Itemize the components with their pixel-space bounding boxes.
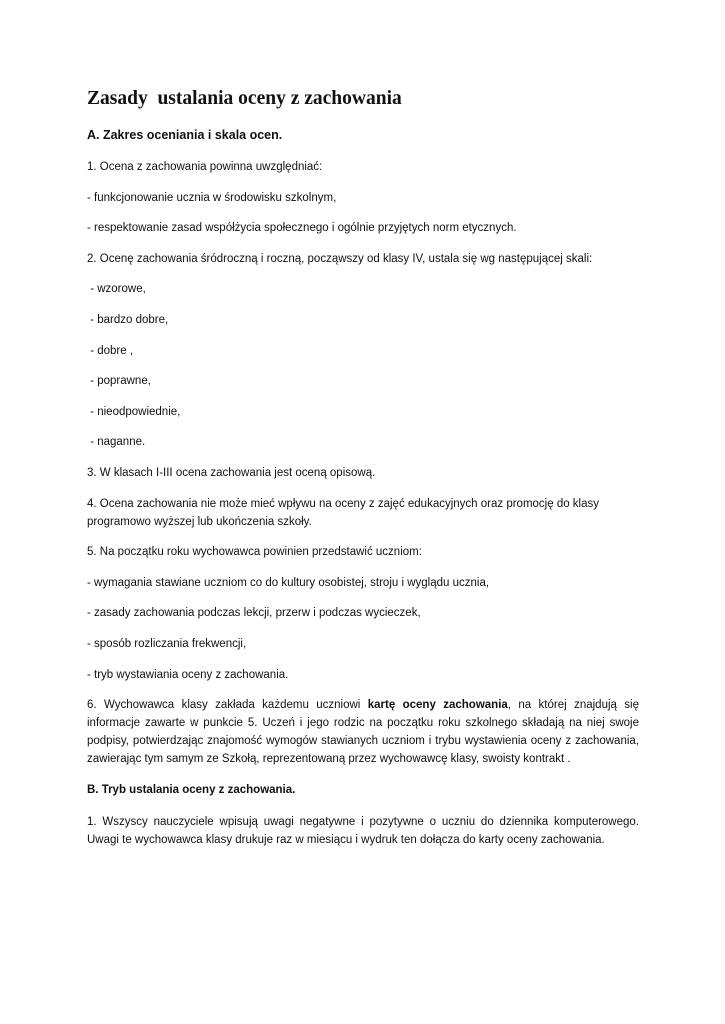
- paragraph-6: [87, 696, 639, 768]
- behavior-card-term: kartę oceny zachowania: [367, 699, 508, 712]
- section-b-paragraph-1: 1. Wszyscy nauczyciele wpisują uwagi negatywne i pozytywne o uczniu do dziennika komputerowego. Uwagi te wychowawca klasy drukuje raz w miesiącu i wydruk ten dołącza do karty oceny zachowania.: [87, 815, 639, 846]
- list-item-attendance: - sposób rozliczania frekwencji,: [87, 637, 247, 650]
- section-b-heading: B. Tryb ustalania oceny z zachowania.: [87, 783, 296, 796]
- paragraph-6-start: 6. Wychowawca klasy zakłada każdemu uczniowi: [87, 699, 368, 712]
- paragraph-1: 1. Ocena z zachowania powinna uwzględniać:: [87, 161, 323, 173]
- scale-item-nieodpowiednie: - nieodpowiednie,: [87, 405, 181, 418]
- document-content: [87, 86, 639, 861]
- paragraph-5: 5. Na początku roku wychowawca powinien przedstawić uczniom:: [87, 546, 422, 559]
- paragraph-4: 4. Ocena zachowania nie może mieć wpływu na oceny z zajęć edukacyjnych oraz promocję do klasy programowo wyższej lub ukończenia szkoły.: [87, 497, 600, 528]
- list-item-social-rules: - respektowanie zasad współżycia społecznego i ogólnie przyjętych norm etycznych.: [87, 222, 517, 235]
- paragraph-2: 2. Ocenę zachowania śródroczną i roczną, począwszy od klasy IV, ustala się wg następującej skali:: [87, 252, 593, 265]
- document-title: Zasady ustalania oceny z zachowania: [87, 88, 402, 109]
- list-item-requirements: - wymagania stawiane uczniom co do kultury osobistej, stroju i wyglądu ucznia,: [87, 576, 490, 589]
- scale-item-poprawne: - poprawne,: [87, 375, 151, 388]
- scale-item-naganne: - naganne.: [87, 436, 146, 449]
- paragraph-6-end: , na której znajdują się informacje zawarte w punkcie 5. Uczeń i jego rodzic na początku roku szkolnego składają na niej swoje podpisy, potwierdzając znajomość wymogów stawianych uczniom i trybu wystawienia oceny z zachowania, zawierając tym samym ze Szkołą, reprezentowaną przez wychowawcę klasy, swoisty kontrakt .: [87, 699, 640, 766]
- scale-item-dobre: - dobre ,: [87, 344, 134, 357]
- scale-item-bardzo-dobre: - bardzo dobre,: [87, 313, 169, 326]
- scale-item-wzorowe: - wzorowe,: [87, 283, 146, 296]
- paragraph-3: 3. W klasach I-III ocena zachowania jest oceną opisową.: [87, 466, 376, 479]
- list-item-school-functioning: - funkcjonowanie ucznia w środowisku szkolnym,: [87, 191, 337, 204]
- section-a-heading: A. Zakres oceniania i skala ocen.: [87, 128, 283, 142]
- list-item-behavior-rules: - zasady zachowania podczas lekcji, przerw i podczas wycieczek,: [87, 607, 421, 620]
- list-item-grading-mode: - tryb wystawiania oceny z zachowania.: [87, 668, 289, 681]
